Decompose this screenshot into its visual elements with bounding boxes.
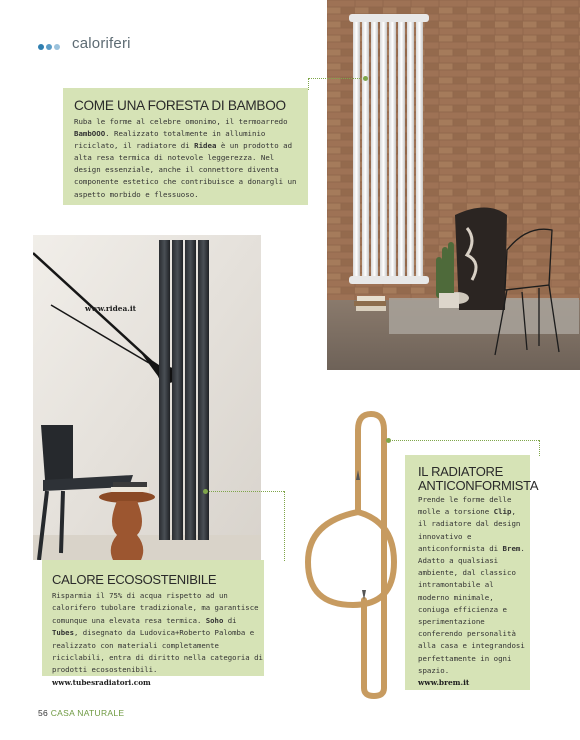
brand-name: Tubes bbox=[52, 628, 74, 638]
dot-2 bbox=[46, 44, 52, 50]
body-text: , il radiatore dal design innovativo e anticonformista di bbox=[418, 507, 521, 553]
body-text: , disegnato da Ludovica+Roberto Palomba e realizzato con materiali completamente riciclabili, entra di diritto nella categoria di prodotti ecosostenibili. bbox=[52, 628, 263, 675]
body-text: Risparmia il 75% di acqua rispetto ad un calorifero tubolare tradizionale, ma garantisce comunque una elevata resa termica. bbox=[52, 591, 259, 625]
connector-line-3 bbox=[389, 440, 539, 441]
article-box-clip bbox=[405, 455, 539, 690]
body-text: Ruba le forme al celebre omonimo, il termoarredo bbox=[74, 117, 288, 126]
article-box-bamboo bbox=[63, 88, 308, 313]
connector-line-1 bbox=[308, 78, 366, 79]
photo-clip-radiator bbox=[298, 400, 408, 700]
dot-1 bbox=[38, 44, 44, 50]
article-body bbox=[52, 590, 264, 689]
article-url[interactable]: www.brem.it bbox=[418, 678, 470, 688]
page-number: 56 bbox=[38, 708, 49, 718]
article-title: COME UNA FORESTA DI BAMBOO bbox=[74, 98, 286, 113]
connector-node-1 bbox=[363, 76, 368, 81]
body-text: . Realizzato totalmente in alluminio riciclato, il radiatore di bbox=[74, 129, 266, 151]
photo-soho-radiator bbox=[33, 235, 261, 560]
article-body bbox=[74, 116, 304, 313]
body-text: di bbox=[223, 615, 237, 625]
article-url[interactable]: www.tubesradiatori.com bbox=[52, 677, 151, 687]
article-url[interactable]: www.ridea.it bbox=[85, 304, 137, 313]
body-text: . Adatto a qualsiasi ambiente, dal classico intramontabile al moderno minimale, coniuga efficienza e sperimentazione conferendo personalità alla casa e integrandosi perfettamente in ogni spazio. bbox=[418, 543, 525, 675]
connector-line-2 bbox=[206, 491, 284, 492]
brand-name: Brem bbox=[502, 543, 521, 553]
section-title: caloriferi bbox=[72, 35, 131, 52]
article-body bbox=[418, 494, 528, 689]
page-footer bbox=[38, 708, 124, 718]
article-title: CALORE ECOSOSTENIBILE bbox=[52, 572, 217, 587]
brand-name: Ridea bbox=[194, 141, 217, 151]
photo-bamboo-radiator bbox=[327, 0, 580, 370]
product-name: Soho bbox=[205, 615, 224, 625]
product-name: Clip bbox=[493, 507, 512, 517]
body-text: è un prodotto ad alta resa termica di notevole leggerezza. Nel design essenziale, anche il connettore diventa componente estetico che contribuisce a donargli un aspetto morbido e flessuoso. bbox=[74, 141, 297, 199]
product-name: BambOOO bbox=[74, 129, 106, 139]
connector-line-3b bbox=[539, 440, 540, 456]
magazine-name: CASA NATURALE bbox=[50, 708, 125, 718]
article-title: IL RADIATORE ANTICONFORMISTA bbox=[418, 464, 539, 493]
section-dots bbox=[38, 42, 68, 52]
connector-line-2b bbox=[284, 491, 285, 561]
article-box-soho bbox=[42, 560, 264, 687]
connector-line-1b bbox=[308, 78, 309, 90]
connector-node-2 bbox=[203, 489, 208, 494]
dot-3 bbox=[54, 44, 60, 50]
connector-node-3 bbox=[386, 438, 391, 443]
body-text: Prende le forme delle molle a torsione bbox=[418, 495, 512, 517]
